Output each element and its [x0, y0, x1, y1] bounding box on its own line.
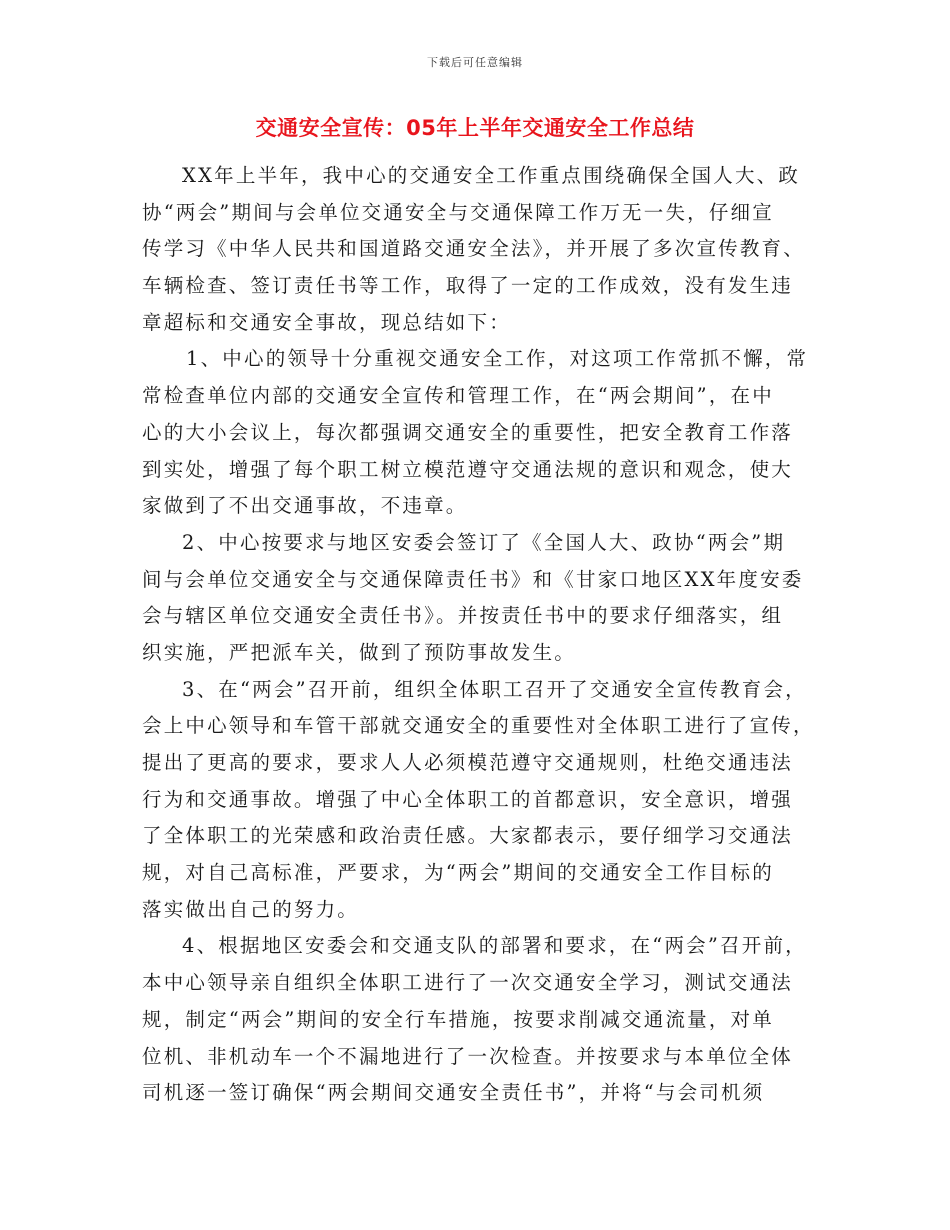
- body-line: 规，对自己高标准，严要求，为“两会”期间的交通安全工作目标的: [142, 861, 774, 885]
- document-body: [142, 158, 822, 1112]
- body-line: 传学习《中华人民共和国道路交通安全法》，并开展了多次宣传教育、: [142, 237, 805, 261]
- body-line: 间与会单位交通安全与交通保障责任书》和《甘家口地区XX年度安委: [142, 567, 804, 591]
- body-line: 3、在“两会”召开前，组织全体职工召开了交通安全宣传教育会，: [182, 677, 807, 701]
- body-line: 到实处，增强了每个职工树立模范遵守交通法规的意识和观念，使大: [142, 457, 794, 481]
- body-line: 提出了更高的要求，要求人人必须模范遵守交通规则，杜绝交通违法: [142, 751, 794, 774]
- body-line: 家做到了不出交通事故，不违章。: [142, 494, 468, 518]
- body-line: 会与辖区单位交通安全责任书》。并按责任书中的要求仔细落实，组: [142, 604, 784, 628]
- body-line: XX年上半年，我中心的交通安全工作重点围绕确保全国人大、政: [182, 164, 801, 187]
- body-line: 2、中心按要求与地区安委会签订了《全国人大、政协“两会”期: [182, 530, 786, 554]
- body-line: 规，制定“两会”期间的安全行车措施，按要求削减交通流量，对单: [142, 1007, 774, 1031]
- body-line: 落实做出自己的努力。: [142, 897, 360, 921]
- body-line: 4、根据地区安委会和交通支队的部署和要求，在“两会”召开前，: [182, 934, 807, 958]
- body-line: 常检查单位内部的交通安全宣传和管理工作，在“两会期间”，在中: [142, 384, 774, 408]
- body-line: 心的大小会议上，每次都强调交通安全的重要性，把安全教育工作落: [142, 420, 794, 444]
- document-title: 交通安全宣传：05年上半年交通安全工作总结: [255, 116, 695, 140]
- body-line: 章超标和交通安全事故，现总结如下：: [142, 310, 511, 334]
- body-line: 司机逐一签订确保“两会期间交通安全责任书”，并将“与会司机须: [142, 1081, 765, 1105]
- download-note: 下载后可任意编辑: [427, 56, 523, 69]
- body-line: 1、中心的领导十分重视交通安全工作，对这项工作常抓不懈，常: [186, 347, 809, 371]
- body-line: 本中心领导亲自组织全体职工进行了一次交通安全学习，测试交通法: [142, 971, 794, 995]
- body-line: 行为和交通事故。增强了中心全体职工的首都意识，安全意识，增强: [142, 787, 794, 811]
- body-line: 协“两会”期间与会单位交通安全与交通保障工作万无一失，仔细宣: [142, 200, 774, 224]
- body-line: 织实施，严把派车关，做到了预防事故发生。: [142, 640, 577, 664]
- body-line: 了全体职工的光荣感和政治责任感。大家都表示，要仔细学习交通法: [142, 824, 794, 848]
- body-line: 位机、非机动车一个不漏地进行了一次检查。并按要求与本单位全体: [142, 1044, 794, 1068]
- body-line: 车辆检查、签订责任书等工作，取得了一定的工作成效，没有发生违: [142, 274, 794, 298]
- body-line: 会上中心领导和车管干部就交通安全的重要性对全体职工进行了宣传，: [142, 714, 815, 738]
